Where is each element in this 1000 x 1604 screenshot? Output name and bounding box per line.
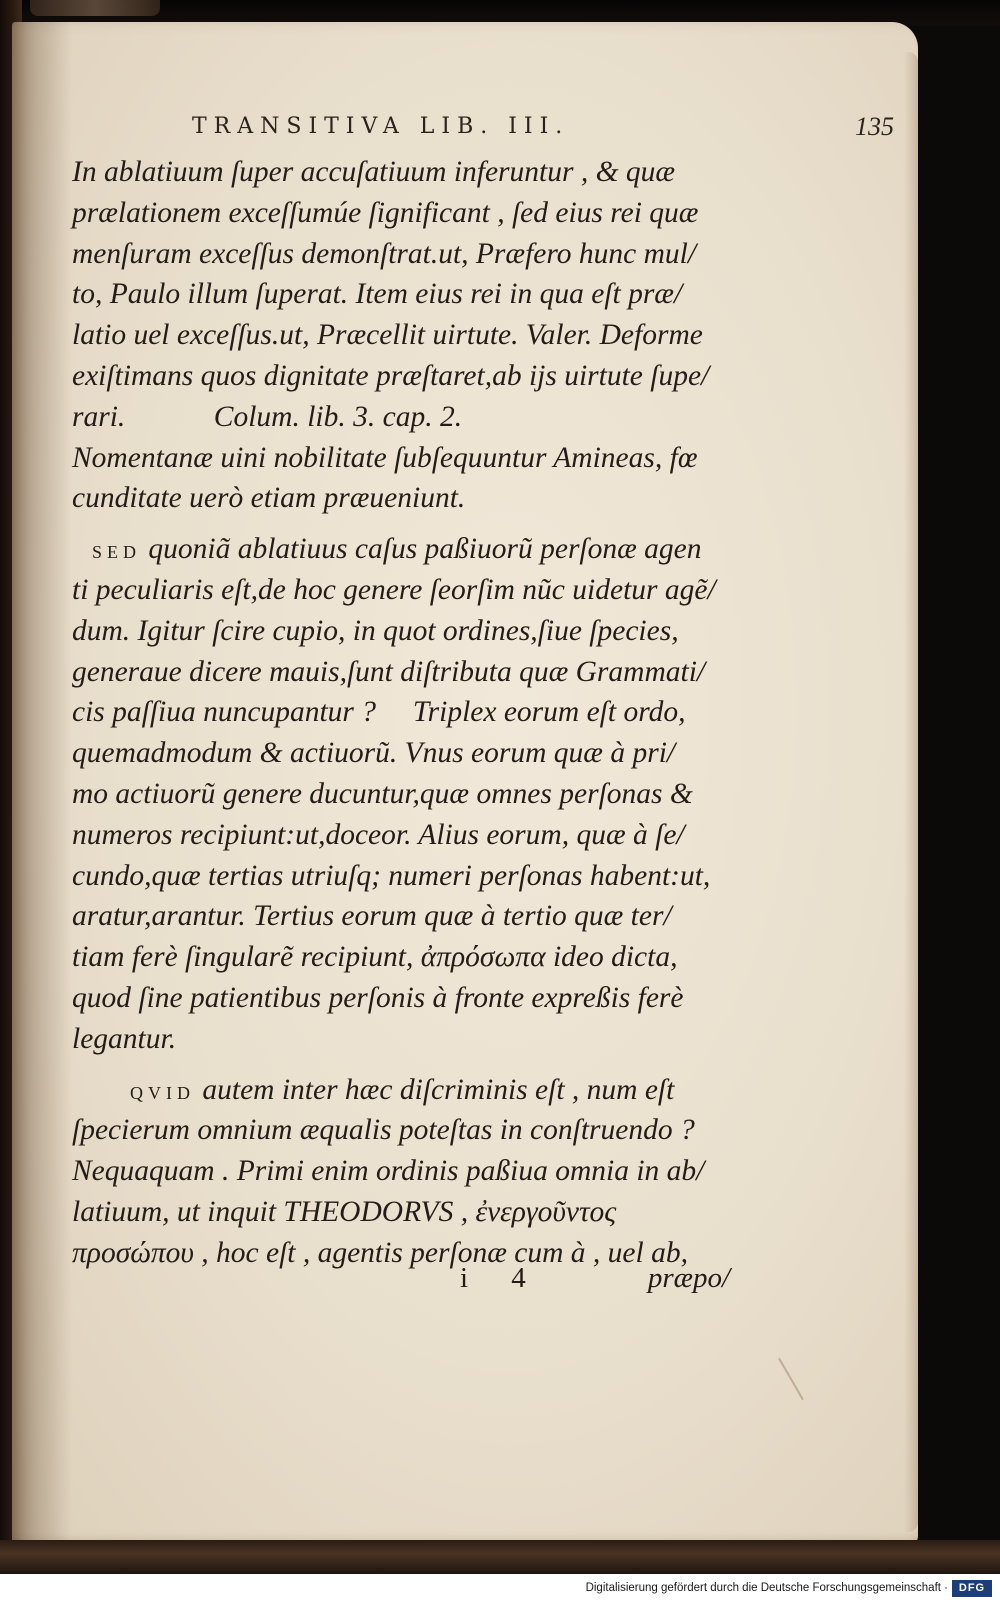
text-line: cis paſſiua nuncupantur ? Triplex eorum eſt ordo, [72, 696, 686, 729]
text-line: exiſtimans quos dignitate præſtaret,ab ijs uirtute ſupe/ [72, 359, 710, 392]
text-line: προσώπου , hoc eſt , agentis perſonæ cum à , uel ab, [72, 1236, 688, 1269]
dfg-logo: DFG [952, 1580, 992, 1597]
text-line [72, 1070, 732, 1111]
running-head [192, 112, 894, 148]
text-line: In ablatiuum ſuper accuſatiuum inferuntur , & quæ [72, 156, 676, 188]
text-line: cunditate uerò etiam præueniunt. [72, 482, 466, 515]
text-line: generaue dicere mauis,ſunt diſtributa quæ Grammati/ [72, 655, 706, 688]
text-line: cundo,quæ tertias utriuſq; numeri perſonas habent:ut, [72, 859, 711, 892]
text-line: legantur. [72, 1022, 177, 1055]
footer [0, 1574, 1000, 1604]
text-line: aratur,arantur. Tertius eorum quæ à tertio quæ ter/ [72, 900, 672, 933]
text-line: quemadmodum & actiuorũ. Vnus eorum quæ à pri/ [72, 737, 676, 770]
text-line: Nomentanæ uini nobilitate ſubſequuntur Amineas, fœ [72, 441, 698, 474]
text-line: ſpecierum omnium æqualis poteſtas in conſtruendo ? [72, 1114, 695, 1147]
text-line: numeros recipiunt:ut,doceor. Alius eorum, quæ à ſe/ [72, 818, 685, 851]
text-line: dum. Igitur ſcire cupio, in quot ordines,ſiue ſpecies, [72, 614, 679, 647]
funding-credit: Digitalisierung gefördert durch die Deutsche Forschungsgemeinschaft · [585, 1582, 948, 1594]
text-line: Nequaquam . Primi enim ordinis paßiua omnia in ab/ [72, 1155, 705, 1188]
section-lead: QVID [130, 1082, 195, 1103]
section-lead: SED [92, 542, 142, 563]
text-line: to, Paulo illum ſuperat. Item eius rei in qua eſt præ/ [72, 278, 683, 311]
catchword: præpo/ [647, 1262, 730, 1294]
book-bottom-edge [0, 1540, 1000, 1574]
text-line: menſuram exceſſus demonſtrat.ut, Præfero hunc mul/ [72, 237, 697, 270]
book-top-edge [30, 0, 160, 16]
text-line: quod ſine patientibus perſonis à fronte expreßis ferè [72, 981, 684, 1014]
text-line: latiuum, ut inquit THEODORVS , ἐνεργοῦντος [72, 1195, 617, 1228]
body-text [72, 152, 732, 1274]
text-line: rari. Colum. lib. 3. cap. 2. [72, 400, 463, 433]
text-line: latio uel exceſſus.ut, Præcellit uirtute. Valer. Deforme [72, 319, 703, 352]
text-line: tiam ferè ſingularẽ recipiunt, ἀπρόσωπα ideo dicta, [72, 941, 678, 974]
text-fragment: autem inter hæc diſcriminis eſt , num eſt [195, 1073, 675, 1106]
text-line: ti peculiaris eſt,de hoc genere ſeorſim nũc uidetur agẽ/ [72, 573, 716, 606]
signature-mark: i 4 [460, 1262, 544, 1294]
text-line: mo actiuorũ genere ducuntur,quæ omnes perſonas & [72, 777, 693, 810]
page-number: 135 [855, 112, 894, 141]
text-line: prælationem exceſſumúe ſignificant , ſed eius rei quæ [72, 196, 699, 229]
signature-line [460, 1262, 730, 1302]
running-head-title: TRANSITIVA LIB. III. [192, 114, 570, 139]
text-fragment: quoniã ablatiuus caſus paßiuorũ perſonæ agen [141, 533, 702, 566]
text-line [72, 529, 732, 570]
